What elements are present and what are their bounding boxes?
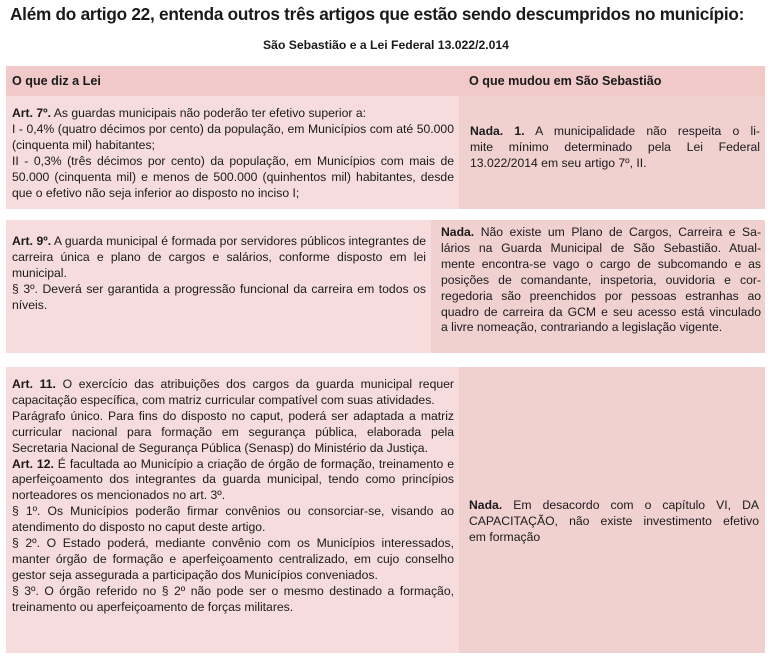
law-paragraph: I - 0,4% (quatro décimos por cento) da população, em Municípios com até 50.000 (cinquenta mil) habitantes; <box>12 121 454 152</box>
law-paragraph: II - 0,3% (três décimos por cento) da população, em Municípios com mais de 50.000 (cinquenta mil) e menos de 500.000 (quinhentos mil) habitantes, desde que o efetivo não seja inferior ao disposto no inciso I; <box>12 153 454 200</box>
header-right-cell <box>459 66 765 96</box>
change-text <box>469 498 759 546</box>
law-paragraph: § 1º. Os Municípios poderão firmar convênios ou consorciar-se, visando ao atendimento do disposto no caput deste artigo. <box>12 504 454 535</box>
law-text <box>12 106 454 201</box>
change-line: mite mínimo determinado pela Lei Federal <box>470 139 760 154</box>
change-line: posições de comandante, inspetoria, ouvidoria e cor- <box>441 272 761 287</box>
law-paragraph: § 3º. Deverá ser garantida a progressão funcional da carreira em todos os níveis. <box>12 281 426 312</box>
page-title: Além do artigo 22, entenda outros três artigos que estão sendo descumpridos no município: <box>10 4 745 24</box>
change-line: CAPACITAÇÃO, não existe investimento efetivo <box>469 513 759 528</box>
law-text <box>12 234 426 314</box>
change-line: quadro de carreira da GCM e seu acesso está vinculado <box>441 304 761 319</box>
law-line: As guardas municipais não poderão ter efetivo superior a: <box>51 106 367 120</box>
comparison-row-art-7 <box>6 66 765 209</box>
change-line: a livre nomeação, contrariando a legislação vigente. <box>441 320 723 335</box>
change-line: lários na Guarda Municipal de São Sebastião. Atual- <box>441 240 761 255</box>
change-cell <box>459 367 765 653</box>
change-line: Nada. Em desacordo com o capítulo VI, DA <box>469 498 759 512</box>
change-line: 13.022/2014 em seu artigo 7º, II. <box>470 155 647 170</box>
law-paragraph: § 3º. O órgão referido no § 2º não pode ser o mesmo destinado a formação, treinamento ou aperfeiçoamento de forças militares. <box>12 583 454 614</box>
header-right-label: O que mudou em São Sebastião <box>469 74 662 88</box>
comparison-row-art-9 <box>6 220 765 353</box>
change-line: mente encontra-se vago o cargo de subcomando e as <box>441 256 761 271</box>
change-line: regedoria são preenchidos por pessoas estranhas ao <box>441 288 761 303</box>
law-paragraph: Art. 9º. A guarda municipal é formada por servidores públicos integrantes de carreira única e plano de cargos e salários, conforme disposto em lei municipal. <box>12 234 426 280</box>
article-number: Art. 9º. <box>12 234 52 248</box>
article-number: Art. 7º. <box>12 106 51 120</box>
change-line: Nada. 1. A municipalidade não respeita o li- <box>470 124 760 138</box>
change-lead: Nada. <box>441 225 475 239</box>
article-number: Art. 12. <box>12 456 54 471</box>
change-text <box>441 225 761 336</box>
change-text <box>470 124 760 172</box>
law-paragraph: Art. 12. É facultada ao Município a criação de órgão de formação, treinamento e aperfeiçoamento dos integrantes da guarda municipal, tendo como princípios norteadores os mencionados no art. 3º. <box>12 456 454 503</box>
change-line: Nada. Não existe um Plano de Cargos, Carreira e Sa- <box>441 225 761 239</box>
change-lead: Nada. <box>469 498 503 512</box>
law-paragraph <box>12 106 454 122</box>
header-left-cell <box>6 66 459 96</box>
header-left-label: O que diz a Lei <box>12 74 101 88</box>
law-cell <box>6 96 459 209</box>
change-cell <box>459 96 765 209</box>
law-text <box>12 377 454 616</box>
law-paragraph: Art. 11. O exercício das atribuições dos cargos da guarda municipal requer capacitação específica, com matriz curricular compatível com suas atividades. <box>12 377 454 407</box>
article-number: Art. 11. <box>12 377 56 391</box>
law-cell <box>6 367 459 653</box>
change-line: em formação <box>469 529 541 544</box>
change-cell <box>431 220 765 353</box>
change-lead: Nada. 1. <box>470 124 525 138</box>
law-cell <box>6 220 431 353</box>
comparison-row-art-11-12 <box>6 367 765 653</box>
law-paragraph: Parágrafo único. Para fins do disposto no caput, poderá ser adaptada a matriz curricular nacional para formação em segurança pública, elaborada pela Secretaria Nacional de Segurança Pública (Senasp) do Ministério da Justiça. <box>12 408 454 455</box>
law-paragraph: § 2º. O Estado poderá, mediante convênio com os Municípios interessados, manter órgão de formação e aperfeiçoamento centralizado, em cujo conselho gestor seja assegurada a participação dos Municípios conveniados. <box>12 536 454 582</box>
page-subtitle: São Sebastião e a Lei Federal 13.022/2.014 <box>263 38 509 52</box>
